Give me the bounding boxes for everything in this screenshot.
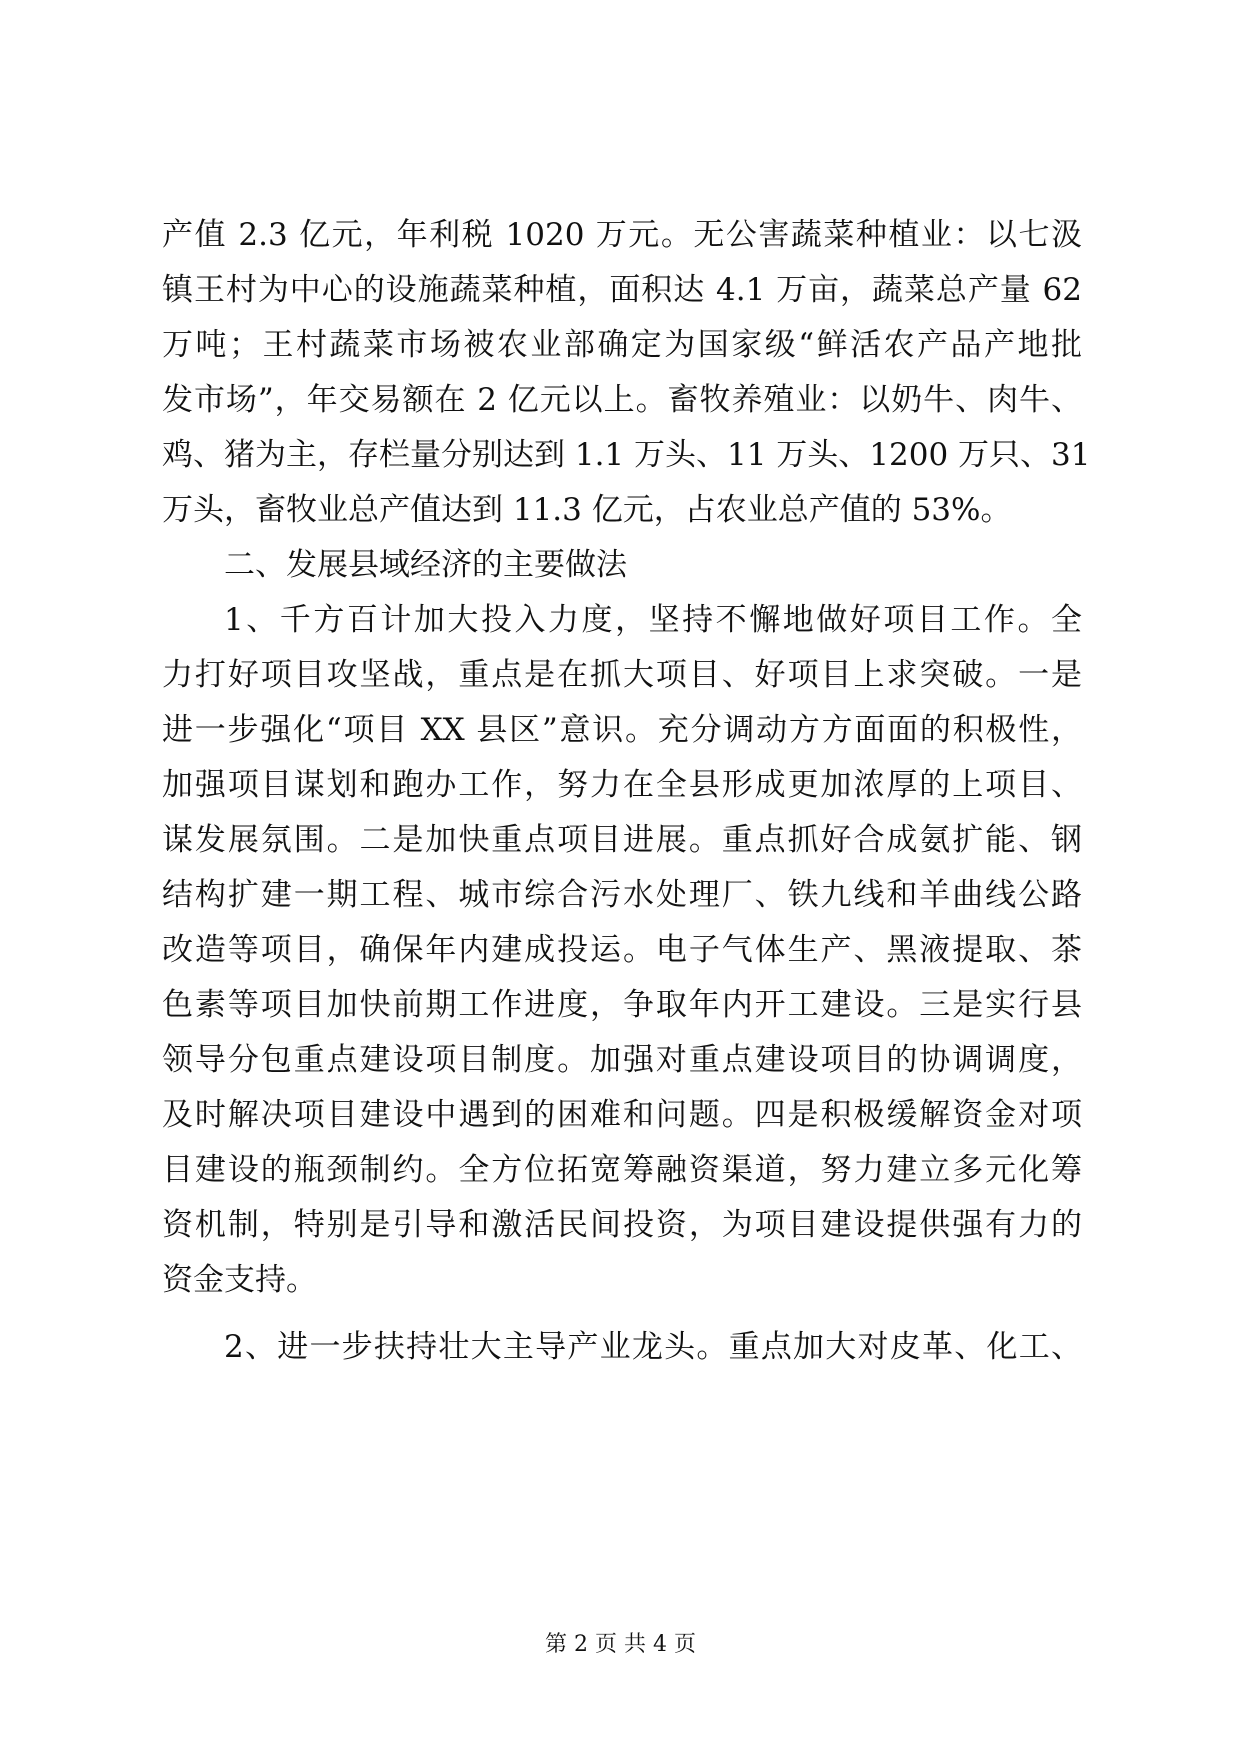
document-body: [162, 208, 1091, 1375]
body-text-line: 万头，畜牧业总产值达到 11.3 亿元，占农业总产值的 53%。: [162, 492, 1012, 528]
section-heading: 二、发展县域经济的主要做法: [224, 547, 627, 583]
body-text-line: 目建设的瓶颈制约。全方位拓宽筹融资渠道，努力建立多元化筹: [162, 1152, 1082, 1188]
body-text-line: 镇王村为中心的设施蔬菜种植，面积达 4.1 万亩，蔬菜总产量 62: [162, 272, 1082, 308]
body-text-line: 发市场”，年交易额在 2 亿元以上。畜牧养殖业：以奶牛、肉牛、: [162, 382, 1082, 418]
paragraph-first-line: 1、千方百计加大投入力度，坚持不懈地做好项目工作。全: [224, 602, 1082, 638]
body-text-line: 色素等项目加快前期工作进度，争取年内开工建设。三是实行县: [162, 987, 1082, 1023]
body-text-line: 加强项目谋划和跑办工作，努力在全县形成更加浓厚的上项目、: [162, 767, 1082, 803]
body-text-line: 及时解决项目建设中遇到的困难和问题。四是积极缓解资金对项: [162, 1097, 1082, 1133]
body-text-line: 改造等项目，确保年内建成投运。电子气体生产、黑液提取、茶: [162, 932, 1082, 968]
body-text-line: 产值 2.3 亿元，年利税 1020 万元。无公害蔬菜种植业：以七汲: [162, 217, 1082, 253]
paragraph-first-line: 2、进一步扶持壮大主导产业龙头。重点加大对皮革、化工、: [224, 1329, 1082, 1365]
paragraph-spacer: [162, 1308, 1082, 1320]
page-number-footer: 第 2 页 共 4 页: [545, 1632, 696, 1657]
body-text-line: 鸡、猪为主，存栏量分别达到 1.1 万头、11 万头、1200 万只、31: [162, 437, 1091, 473]
body-text-line: 领导分包重点建设项目制度。加强对重点建设项目的协调调度，: [162, 1042, 1082, 1078]
body-text-line: 力打好项目攻坚战，重点是在抓大项目、好项目上求突破。一是: [162, 657, 1082, 693]
body-text-line: 资机制，特别是引导和激活民间投资，为项目建设提供强有力的: [162, 1207, 1082, 1243]
body-text-line: 谋发展氛围。二是加快重点项目进展。重点抓好合成氨扩能、钢: [162, 822, 1082, 858]
body-text-line: 万吨；王村蔬菜市场被农业部确定为国家级“鲜活农产品产地批: [162, 327, 1082, 363]
body-text-line: 资金支持。: [162, 1262, 317, 1298]
body-text-line: 进一步强化“项目 XX 县区”意识。充分调动方方面面的积极性，: [162, 712, 1082, 748]
body-text-line: 结构扩建一期工程、城市综合污水处理厂、铁九线和羊曲线公路: [162, 877, 1082, 913]
